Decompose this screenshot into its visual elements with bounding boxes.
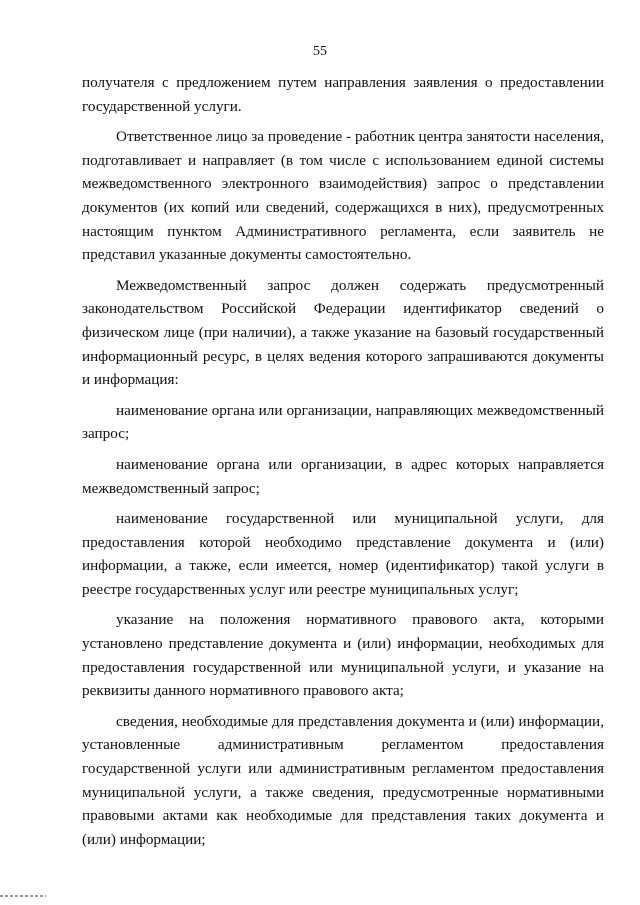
paragraph: наименование органа или организации, направляющих межведомственный запрос; (82, 401, 604, 443)
paragraph: наименование государственной или муниципальной услуги, для предоставления которой необходимо представление документа и (или) информации, а также, если имеется, номер (идентификатор) такой услуги в реестре государственных услуг или реестре муниципальных услуг; (82, 510, 604, 598)
scan-edge-mark (0, 895, 46, 897)
paragraph: наименование органа или организации, в адрес которых направляется межведомственный запрос; (82, 455, 604, 497)
paragraph: Межведомственный запрос должен содержать предусмотренный законодательством Российской Федерации идентификатор сведений о физическом лице (при наличии), а также указание на базовый государственный информационный ресурс, в целях ведения которого запрашиваются документы и информация: (82, 276, 604, 389)
paragraph: Ответственное лицо за проведение - работник центра занятости населения, подготавливает и направляет (в том числе с использованием единой системы межведомственного электронного взаимодействия) запрос о представлении документов (их копий или сведений, содержащихся в них), предусмотренных настоящим пунктом Административного регламента, если заявитель не представил указанные документы самостоятельно. (82, 128, 604, 264)
paragraph: получателя с предложением путем направления заявления о предоставлении государственной услуги. (82, 74, 604, 115)
page-number: 55 (313, 44, 327, 59)
document-body (82, 71, 604, 858)
paragraph: указание на положения нормативного правового акта, которыми установлено представление документа и (или) информации, необходимых для предоставления государственной или муниципальной услуги, и указание на реквизиты данного нормативного правового акта; (82, 611, 604, 700)
paragraph: сведения, необходимые для представления документа и (или) информации, установленные административным регламентом предоставления государственной услуги или административным регламентом предоставления муниципальной услуги, а также сведения, предусмотренные нормативными правовыми актами как необходимые для представления таких документа и (или) информации; (82, 712, 604, 848)
